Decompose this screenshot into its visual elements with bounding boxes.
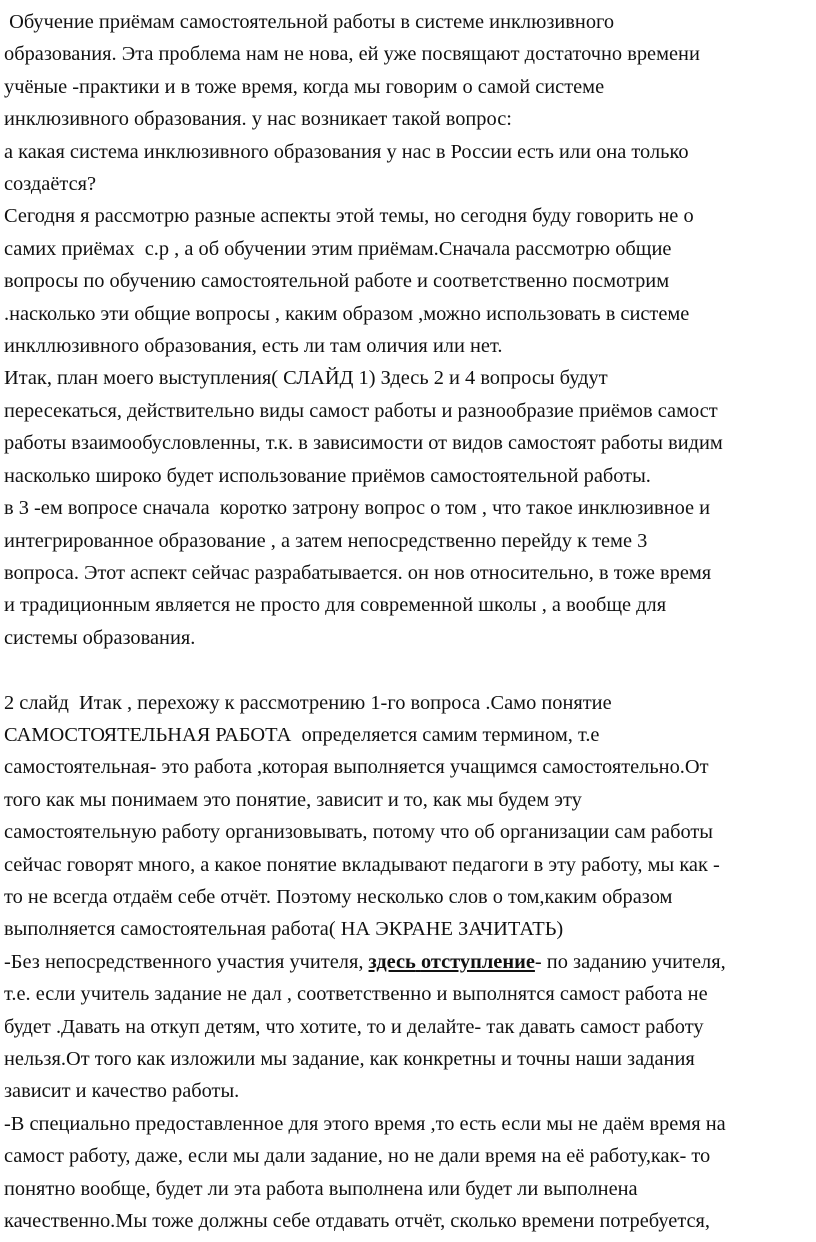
emphasis-line-end: - по заданию учителя, — [534, 950, 726, 973]
text-line: зависит и качество работы. — [4, 1080, 240, 1103]
text-line: и традиционным является не просто для современной школы , а вообще для — [4, 594, 667, 617]
text-line: будет .Давать на откуп детям, что хотите, то и делайте- так давать самост работу — [4, 1015, 704, 1038]
text-line: самостоятельная- это работа ,которая выполняется учащимся самостоятельно.От — [4, 756, 709, 779]
text-line: инклюзивного образования. у нас возникает такой вопрос: — [4, 108, 512, 131]
emphasis-line-start: -Без непосредственного участия учителя, — [4, 950, 369, 973]
text-line: системы образования. — [4, 626, 196, 649]
text-line: того как мы понимаем это понятие, зависит и то, как мы будем эту — [4, 788, 582, 811]
text-line: .насколько эти общие вопросы , каким образом ,можно использовать в системе — [4, 302, 690, 325]
text-line: нельзя.От того как изложили мы задание, как конкретны и точны наши задания — [4, 1047, 695, 1070]
text-line: образования. Эта проблема нам не нова, ей уже посвящают достаточно времени — [4, 43, 700, 66]
slide2-paragraph — [4, 687, 816, 1238]
text-line: инкллюзивного образования, есть ли там оличия или нет. — [4, 335, 503, 358]
text-line: самост работу, даже, если мы дали задание, но не дали время на её работу,как- то — [4, 1145, 711, 1168]
text-line: т.е. если учитель задание не дал , соответственно и выполнятся самост работа не — [4, 983, 708, 1006]
text-line: вопросы по обучению самостоятельной работе и соответственно посмотрим — [4, 270, 670, 293]
text-line: самих приёмах с.р , а об обучении этим приёмам.Сначала рассмотрю общие — [4, 237, 672, 260]
text-line: Итак, план моего выступления( СЛАЙД 1) Здесь 2 и 4 вопросы будут — [4, 367, 608, 390]
text-line: в 3 -ем вопросе сначала коротко затрону вопрос о том , что такое инклюзивное и — [4, 497, 711, 520]
text-line: создаётся? — [4, 173, 97, 196]
intro-paragraph — [4, 6, 816, 654]
text-line: Сегодня я рассмотрю разные аспекты этой темы, но сегодня буду говорить не о — [4, 205, 694, 228]
text-line: сейчас говорят много, а какое понятие вкладывают педагоги в эту работу, мы как - — [4, 853, 720, 876]
text-line: пересекаться, действительно виды самост работы и разнообразие приёмов самост — [4, 399, 718, 422]
text-line: учёные -практики и в тоже время, когда мы говорим о самой системе — [4, 75, 605, 98]
text-line: выполняется самостоятельная работа( НА ЭКРАНЕ ЗАЧИТАТЬ) — [4, 918, 564, 941]
text-line: насколько широко будет использование приёмов самостоятельной работы. — [4, 464, 651, 487]
text-line: качественно.Мы тоже должны себе отдавать отчёт, сколько времени потребуется, — [4, 1210, 711, 1233]
text-line: самостоятельную работу организовывать, потому что об организации сам работы — [4, 821, 713, 844]
text-line: -В специально предоставленное для этого время ,то есть если мы не даём время на — [4, 1112, 726, 1135]
text-line: вопроса. Этот аспект сейчас разрабатывается. он нов относительно, в тоже время — [4, 561, 712, 584]
text-line: Обучение приёмам самостоятельной работы в системе инклюзивного — [4, 11, 615, 33]
emphasis-line — [4, 946, 816, 978]
text-line: 2 слайд Итак , перехожу к рассмотрению 1-го вопроса .Само понятие — [4, 691, 612, 714]
text-line: а какая система инклюзивного образования у нас в России есть или она только — [4, 140, 689, 163]
text-line: САМОСТОЯТЕЛЬНАЯ РАБОТА определяется самим термином, т.е — [4, 723, 600, 746]
emphasis-word-b: отступление — [420, 950, 535, 973]
text-line: понятно вообще, будет ли эта работа выполнена или будет ли выполнена — [4, 1177, 638, 1200]
blank-line — [4, 654, 816, 686]
text-line: работы взаимообусловленны, т.к. в зависимости от видов самостоят работы видим — [4, 432, 723, 455]
text-line: интегрированное образование , а затем непосредственно перейду к теме 3 — [4, 529, 648, 552]
emphasis-word-a: здесь — [368, 950, 416, 973]
text-line: то не всегда отдаём себе отчёт. Поэтому несколько слов о том,каким образом — [4, 885, 673, 908]
